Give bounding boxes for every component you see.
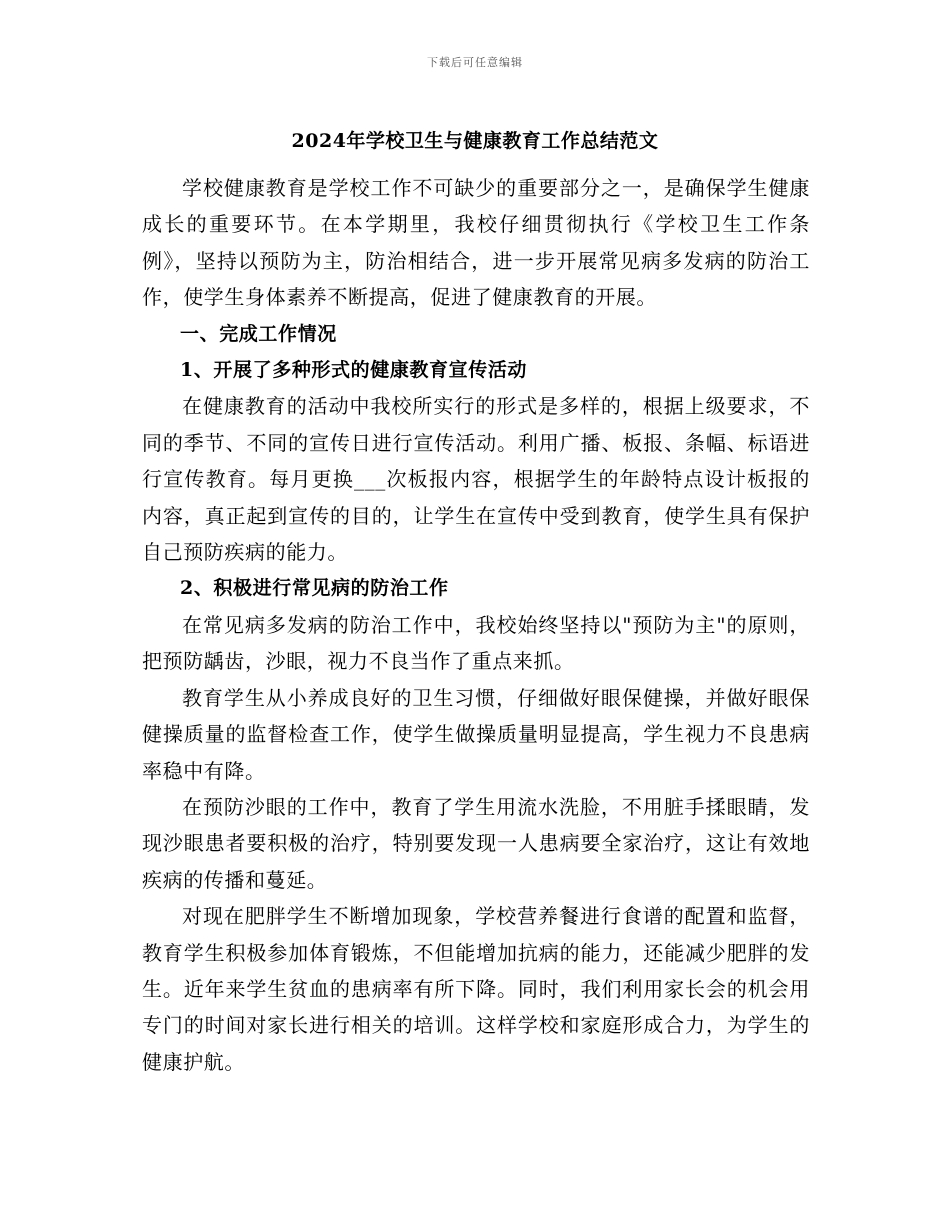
header-note: 下载后可任意编辑 bbox=[427, 56, 523, 69]
paragraph-publicity: 在健康教育的活动中我校所实行的形式是多样的，根据上级要求，不同的季节、不同的宣传日进行宣传活动。利用广播、板报、条幅、标语进行宣传教育。每月更换___次板报内容，根据学生的年龄特点设计板报的内容，真正起到宣传的目的，让学生在宣传中受到教育，使学生具有保护自己预防疾病的能力。 bbox=[142, 394, 810, 565]
document-title: 2024年学校卫生与健康教育工作总结范文 bbox=[291, 130, 659, 152]
subsection-heading-disease-prevention: 2、积极进行常见病的防治工作 bbox=[180, 577, 449, 600]
section-heading-work-status: 一、完成工作情况 bbox=[180, 322, 337, 345]
subsection-heading-publicity: 1、开展了多种形式的健康教育宣传活动 bbox=[180, 359, 528, 382]
paragraph-prevention-principle: 在常见病多发病的防治工作中，我校始终坚持以"预防为主"的原则，把预防龋齿，沙眼，视力不良当作了重点来抓。 bbox=[142, 612, 810, 674]
paragraph-intro: 学校健康教育是学校工作不可缺少的重要部分之一，是确保学生健康成长的重要环节。在本学期里，我校仔细贯彻执行《学校卫生工作条例》，坚持以预防为主，防治相结合，进一步开展常见病多发病的防治工作，使学生身体素养不断提高，促进了健康教育的开展。 bbox=[142, 176, 810, 310]
paragraph-obesity: 对现在肥胖学生不断增加现象，学校营养餐进行食谱的配置和监督，教育学生积极参加体育锻炼，不但能增加抗病的能力，还能减少肥胖的发生。近年来学生贫血的患病率有所下降。同时，我们利用家长会的机会用专门的时间对家长进行相关的培训。这样学校和家庭形成合力，为学生的健康护航。 bbox=[142, 904, 810, 1074]
document-body bbox=[142, 170, 810, 1080]
paragraph-trachoma: 在预防沙眼的工作中，教育了学生用流水洗脸，不用脏手揉眼睛，发现沙眼患者要积极的治疗，特别要发现一人患病要全家治疗，这让有效地疾病的传播和蔓延。 bbox=[142, 794, 810, 892]
paragraph-eye-exercise: 教育学生从小养成良好的卫生习惯，仔细做好眼保健操，并做好眼保健操质量的监督检查工作，使学生做操质量明显提高，学生视力不良患病率稳中有降。 bbox=[142, 685, 810, 783]
